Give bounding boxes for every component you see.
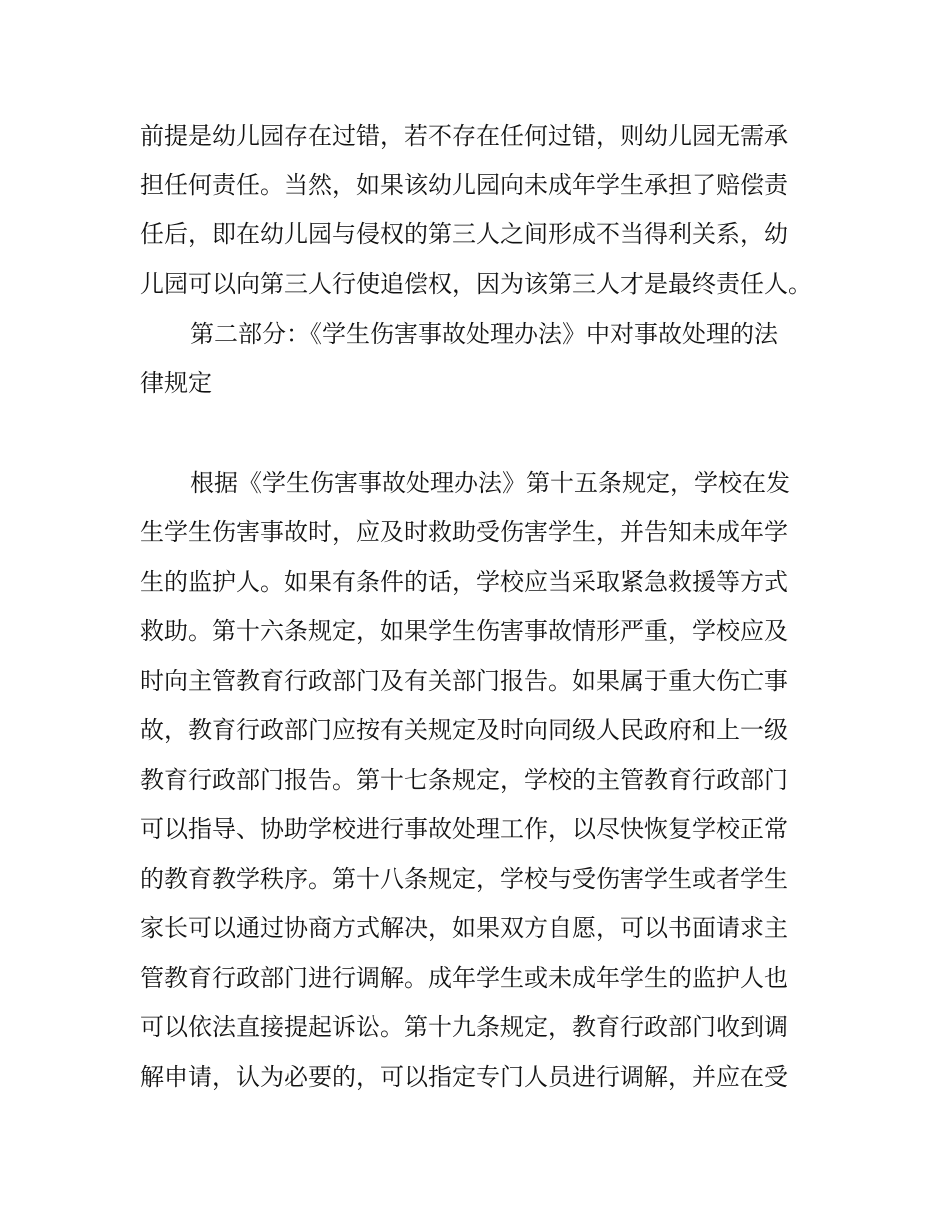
section-heading: 第二部分：《学生伤害事故处理办法》中对事故处理的法 — [190, 320, 778, 348]
paragraph-line: 任后，即在幼儿园与侵权的第三人之间形成不当得利关系，幼 — [140, 220, 788, 248]
paragraph-line: 生的监护人。如果有条件的话，学校应当采取紧急救援等方式 — [140, 568, 788, 596]
paragraph-line: 解申请，认为必要的，可以指定专门人员进行调解，并应在受 — [140, 1063, 788, 1091]
section-heading: 律规定 — [140, 369, 212, 397]
paragraph-line: 家长可以通过协商方式解决，如果双方自愿，可以书面请求主 — [140, 914, 788, 942]
paragraph-line: 担任何责任。当然，如果该幼儿园向未成年学生承担了赔偿责 — [140, 171, 788, 199]
paragraph-line: 前提是幼儿园存在过错，若不存在任何过错，则幼儿园无需承 — [140, 122, 788, 150]
paragraph-line: 可以依法直接提起诉讼。第十九条规定，教育行政部门收到调 — [140, 1013, 788, 1041]
paragraph-line: 教育行政部门报告。第十七条规定，学校的主管教育行政部门 — [140, 766, 788, 794]
paragraph-line: 儿园可以向第三人行使追偿权，因为该第三人才是最终责任人。 — [140, 270, 812, 298]
paragraph-line: 救助。第十六条规定，如果学生伤害事故情形严重，学校应及 — [140, 617, 788, 645]
paragraph-line: 故，教育行政部门应按有关规定及时向同级人民政府和上一级 — [140, 716, 788, 744]
paragraph-line: 时向主管教育行政部门及有关部门报告。如果属于重大伤亡事 — [140, 667, 788, 695]
paragraph-line: 管教育行政部门进行调解。成年学生或未成年学生的监护人也 — [140, 964, 788, 992]
paragraph-line: 根据《学生伤害事故处理办法》第十五条规定，学校在发 — [190, 469, 790, 497]
paragraph-line: 的教育教学秩序。第十八条规定，学校与受伤害学生或者学生 — [140, 865, 788, 893]
paragraph-line: 可以指导、协助学校进行事故处理工作，以尽快恢复学校正常 — [140, 815, 788, 843]
paragraph-line: 生学生伤害事故时，应及时救助受伤害学生，并告知未成年学 — [140, 518, 788, 546]
